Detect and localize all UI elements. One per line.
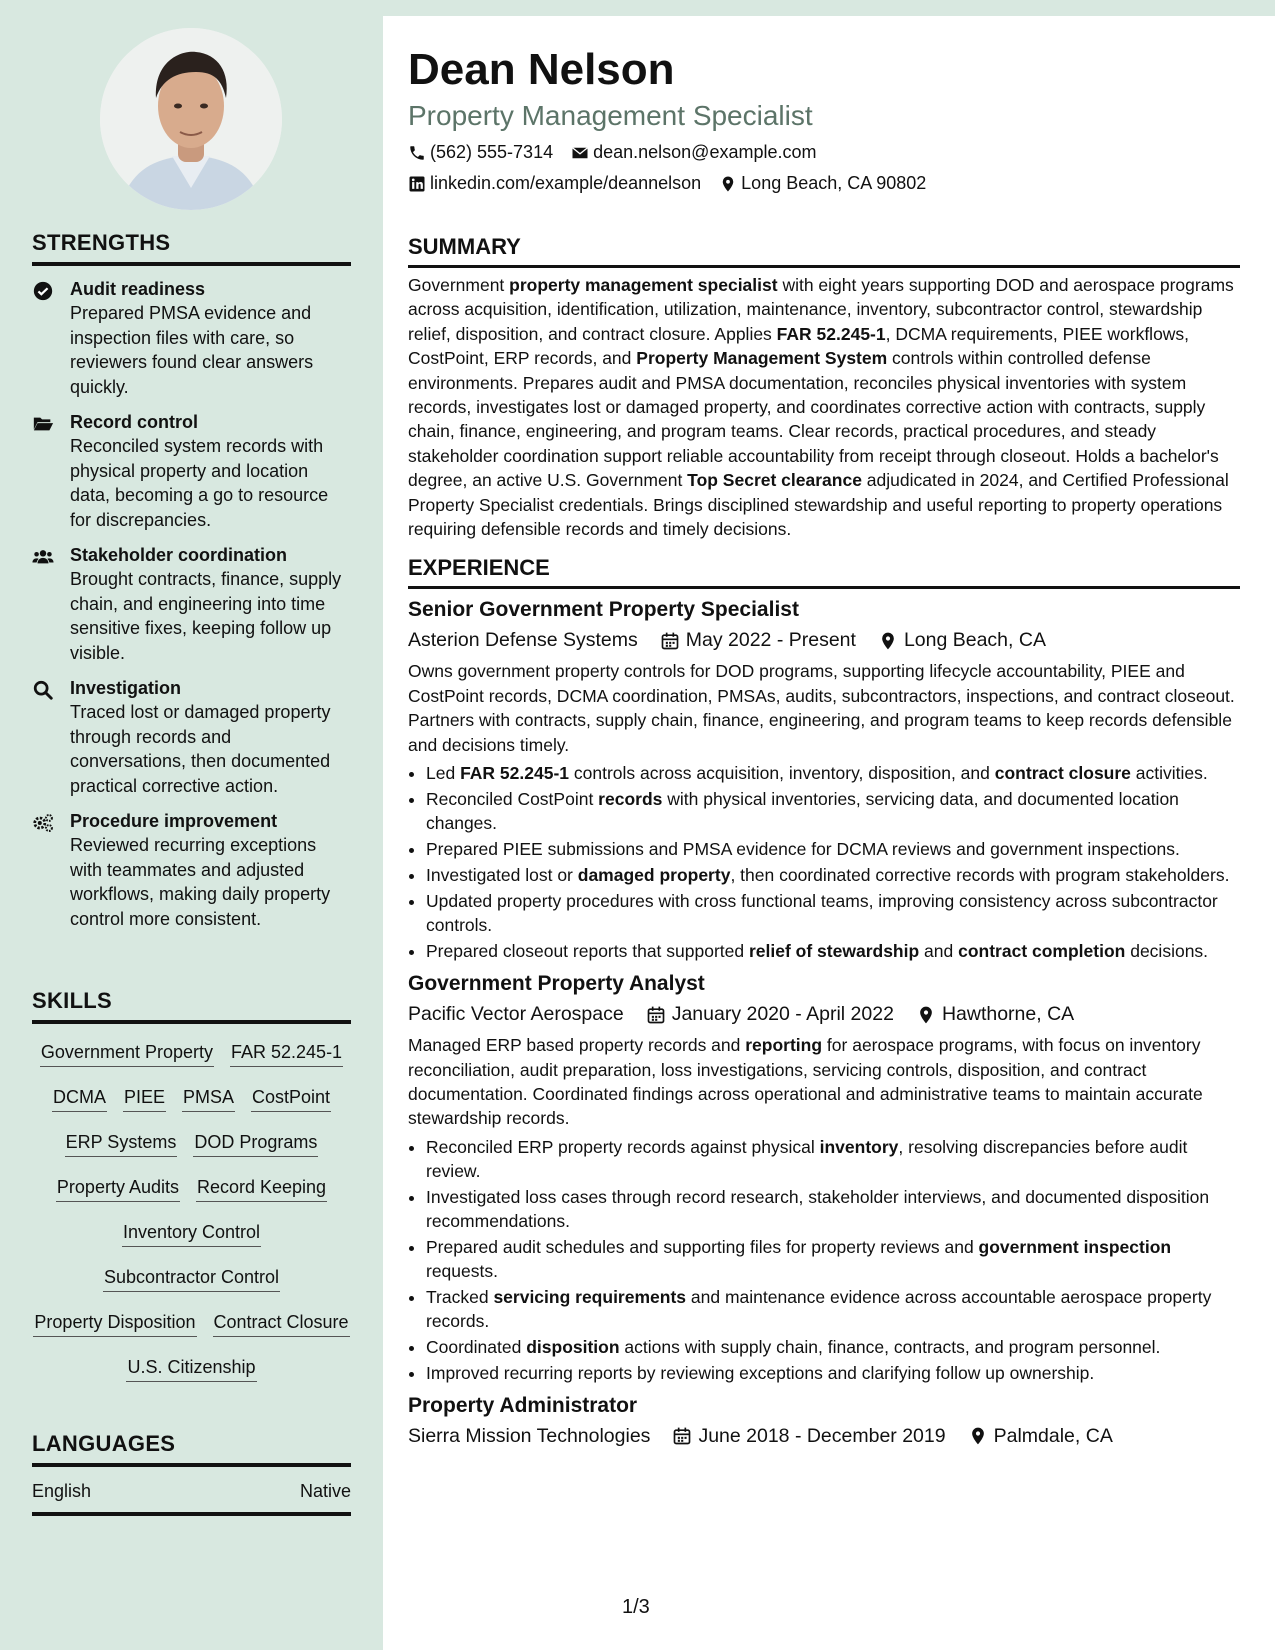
job-bullet: • Prepared audit schedules and supporting files for property reviews and government inspection requests. bbox=[426, 1235, 1240, 1283]
skill-tag: FAR 52.245-1 bbox=[230, 1038, 343, 1067]
users-icon bbox=[32, 546, 54, 568]
job-company: Pacific Vector Aerospace bbox=[408, 1003, 624, 1026]
summary-heading: SUMMARY bbox=[408, 234, 1240, 268]
calendar-icon bbox=[672, 1426, 692, 1446]
language-level: Native bbox=[299, 1481, 351, 1501]
languages-section bbox=[32, 1431, 351, 1516]
skill-tag: CostPoint bbox=[251, 1083, 331, 1112]
envelope-icon bbox=[571, 144, 589, 162]
skill-tag: DOD Programs bbox=[193, 1128, 318, 1157]
job-company: Sierra Mission Technologies bbox=[408, 1424, 651, 1447]
map-pin-icon bbox=[719, 175, 737, 193]
job-dates: May 2022 - Present bbox=[685, 629, 856, 652]
check-circle-icon bbox=[32, 280, 54, 302]
strength-title: Audit readiness bbox=[70, 279, 206, 299]
job-location: Long Beach, CA bbox=[903, 629, 1046, 652]
job-bullets bbox=[408, 761, 1240, 963]
skill-tag: ERP Systems bbox=[65, 1128, 178, 1157]
job-bullet: • Led FAR 52.245-1 controls across acquisition, inventory, disposition, and contract closure activities. bbox=[426, 761, 1240, 785]
job-title: Senior Government Property Specialist bbox=[408, 598, 799, 622]
map-pin-icon bbox=[968, 1426, 988, 1446]
strength-description: Reviewed recurring exceptions with teammates and adjusted workflows, making daily property control more consistent. bbox=[70, 835, 331, 929]
languages-heading: LANGUAGES bbox=[32, 1431, 351, 1467]
skill-tag: PMSA bbox=[182, 1083, 235, 1112]
linkedin-contact[interactable] bbox=[408, 173, 701, 194]
skill-tag: Inventory Control bbox=[122, 1218, 261, 1247]
strength-item bbox=[32, 677, 351, 798]
job-bullet: • Coordinated disposition actions with supply chain, finance, contracts, and program personnel. bbox=[426, 1335, 1240, 1359]
strength-description: Prepared PMSA evidence and inspection files with care, so reviewers found clear answers quickly. bbox=[70, 303, 314, 397]
strength-description: Reconciled system records with physical property and location data, becoming a go to resource for discrepancies. bbox=[70, 436, 329, 530]
job-entry bbox=[408, 597, 1240, 963]
candidate-name: Dean Nelson bbox=[408, 45, 675, 94]
job-bullet: • Reconciled CostPoint records with physical inventories, servicing data, and documented location changes. bbox=[426, 787, 1240, 835]
job-description: Managed ERP based property records and reporting for aerospace programs, with focus on inventory reconciliation, audit preparation, loss investigations, servicing controls, disposition, and contract documentation. Coordinated findings across operational and administrative teams to maintain accurate stewardship records. bbox=[408, 1035, 1203, 1129]
skill-tag: Subcontractor Control bbox=[103, 1263, 280, 1292]
job-entry bbox=[408, 1393, 1240, 1448]
linkedin-text: linkedin.com/example/deannelson bbox=[430, 173, 702, 193]
job-bullet: • Investigated lost or damaged property, then coordinated corrective records with program stakeholders. bbox=[426, 863, 1240, 887]
job-location: Palmdale, CA bbox=[993, 1424, 1113, 1447]
strength-title: Procedure improvement bbox=[70, 811, 278, 831]
skill-tag: PIEE bbox=[123, 1083, 166, 1112]
experience-list bbox=[408, 597, 1240, 1447]
phone-text: (562) 555-7314 bbox=[430, 142, 554, 162]
skill-tag: Record Keeping bbox=[196, 1173, 327, 1202]
language-row bbox=[32, 1467, 351, 1516]
contact-row-2 bbox=[408, 173, 1240, 194]
skill-tag: Government Property bbox=[40, 1038, 214, 1067]
profile-photo bbox=[100, 28, 282, 210]
calendar-icon bbox=[646, 1005, 666, 1025]
main-column bbox=[408, 36, 1240, 1455]
skills-heading: SKILLS bbox=[32, 988, 351, 1024]
skill-tag: U.S. Citizenship bbox=[126, 1353, 256, 1382]
strengths-heading: STRENGTHS bbox=[32, 230, 351, 266]
job-bullet: • Improved recurring reports by reviewing exceptions and clarifying follow up ownership. bbox=[426, 1361, 1240, 1385]
map-pin-icon bbox=[916, 1005, 936, 1025]
strength-item bbox=[32, 810, 351, 931]
job-meta bbox=[408, 1003, 1240, 1026]
calendar-icon bbox=[660, 631, 680, 651]
job-dates: January 2020 - April 2022 bbox=[671, 1003, 894, 1026]
email-text: dean.nelson@example.com bbox=[593, 142, 817, 162]
contact-row-1 bbox=[408, 142, 1240, 163]
job-meta bbox=[408, 629, 1240, 652]
job-bullet: • Investigated loss cases through record research, stakeholder interviews, and documented disposition recommendations. bbox=[426, 1185, 1240, 1233]
strengths-list bbox=[32, 278, 351, 931]
phone-icon bbox=[408, 144, 426, 162]
strength-item bbox=[32, 278, 351, 399]
skill-tag: Contract Closure bbox=[213, 1308, 350, 1337]
gears-icon bbox=[32, 812, 54, 834]
top-band bbox=[383, 0, 1275, 16]
job-dates: June 2018 - December 2019 bbox=[698, 1424, 946, 1447]
experience-heading: EXPERIENCE bbox=[408, 555, 1240, 589]
skills-section bbox=[32, 988, 351, 1398]
location-text: Long Beach, CA 90802 bbox=[741, 173, 927, 193]
email-contact[interactable] bbox=[571, 142, 816, 163]
strength-title: Investigation bbox=[70, 678, 182, 698]
job-meta bbox=[408, 1425, 1240, 1448]
job-bullet: • Prepared closeout reports that supported relief of stewardship and contract completion decisions. bbox=[426, 939, 1240, 963]
language-name: English bbox=[32, 1481, 92, 1501]
job-entry bbox=[408, 971, 1240, 1385]
job-bullet: • Updated property procedures with cross functional teams, improving consistency across subcontractor controls. bbox=[426, 889, 1240, 937]
job-location: Hawthorne, CA bbox=[941, 1003, 1075, 1026]
job-bullet: • Prepared PIEE submissions and PMSA evidence for DCMA reviews and government inspections. bbox=[426, 837, 1240, 861]
skill-tag: Property Audits bbox=[56, 1173, 180, 1202]
job-company: Asterion Defense Systems bbox=[408, 629, 638, 652]
search-icon bbox=[32, 679, 54, 701]
skills-list bbox=[32, 1024, 351, 1398]
strength-title: Record control bbox=[70, 412, 199, 432]
job-bullet: • Tracked servicing requirements and maintenance evidence across accountable aerospace property records. bbox=[426, 1285, 1240, 1333]
strengths-section bbox=[32, 230, 351, 931]
strength-item bbox=[32, 411, 351, 532]
strength-description: Brought contracts, finance, supply chain, and engineering into time sensitive fixes, keeping follow up visible. bbox=[70, 569, 342, 663]
phone-contact[interactable] bbox=[408, 142, 553, 163]
map-pin-icon bbox=[878, 631, 898, 651]
linkedin-icon bbox=[408, 175, 426, 193]
location-contact bbox=[719, 173, 926, 194]
strength-title: Stakeholder coordination bbox=[70, 545, 288, 565]
job-bullets bbox=[408, 1135, 1240, 1385]
skill-tag: Property Disposition bbox=[33, 1308, 196, 1337]
candidate-title: Property Management Specialist bbox=[408, 100, 813, 131]
job-description: Owns government property controls for DOD programs, supporting lifecycle accountability, PIEE and CostPoint records, DCMA coordination, PMSAs, audits, subcontractors, inspections, and contract closeout. Partners with contracts, supply chain, finance, engineering, and program teams to keep records defensible and decisions timely. bbox=[408, 661, 1235, 755]
page-number: 1/3 bbox=[622, 1596, 650, 1618]
folder-icon bbox=[32, 413, 54, 435]
job-title: Property Administrator bbox=[408, 1393, 638, 1417]
job-bullet: • Reconciled ERP property records against physical inventory, resolving discrepancies before audit review. bbox=[426, 1135, 1240, 1183]
job-title: Government Property Analyst bbox=[408, 972, 705, 996]
strength-item bbox=[32, 544, 351, 665]
strength-description: Traced lost or damaged property through records and conversations, then documented practical corrective action. bbox=[70, 702, 331, 796]
skill-tag: DCMA bbox=[52, 1083, 107, 1112]
summary-text: Government property management specialist with eight years supporting DOD and aerospace programs across acquisition, identification, utilization, maintenance, inventory, subcontractor control, stewardship relief, disposition, and contract closure. Applies FAR 52.245-1, DCMA requirements, PIEE workflows, CostPoint, ERP records, and Property Management System controls within controlled defense environments. Prepares audit and PMSA documentation, reconciles physical inventories with system records, investigates lost or damaged property, and coordinates corrective action with contracts, supply chain, finance, engineering, and program teams. Clear records, practical procedures, and steady stakeholder coordination support reliable accountability from receipt through closeout. Holds a bachelor's degree, an active U.S. Government Top Secret clearance adjudicated in 2024, and Certified Professional Property Specialist credentials. Brings disciplined stewardship and useful reporting to property operations requiring defensible records and timely decisions. bbox=[408, 275, 1234, 540]
